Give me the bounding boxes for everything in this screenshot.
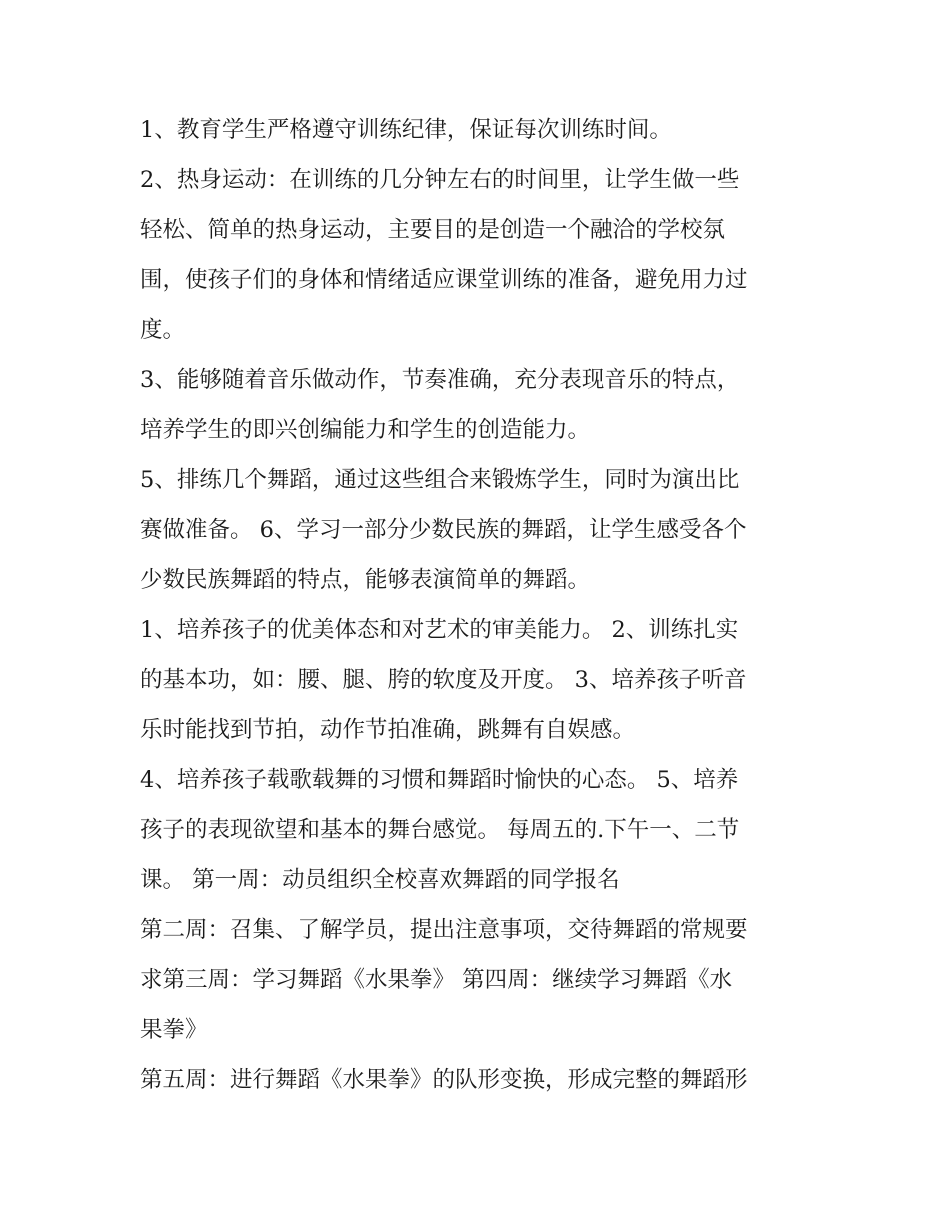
text-line: 3、能够随着音乐做动作，节奏准确，充分表现音乐的特点， — [140, 367, 740, 393]
text-line: 果拳》 — [140, 1017, 208, 1043]
text-line: 5、排练几个舞蹈，通过这些组合来锻炼学生，同时为演出比 — [140, 467, 740, 493]
text-line: 围，使孩子们的身体和情绪适应课堂训练的准备，避免用力过 — [140, 267, 748, 293]
text-line: 2、热身运动：在训练的几分钟左右的时间里，让学生做一些 — [140, 167, 740, 193]
text-line: 孩子的表现欲望和基本的舞台感觉。 每周五的.下午一、二节 — [140, 817, 740, 843]
text-line: 度。 — [140, 317, 186, 343]
text-line: 第五周：进行舞蹈《水果拳》的队形变换，形成完整的舞蹈形 — [140, 1067, 748, 1093]
text-line: 少数民族舞蹈的特点，能够表演简单的舞蹈。 — [140, 567, 591, 593]
text-line: 培养学生的即兴创编能力和学生的创造能力。 — [140, 417, 591, 443]
text-line: 1、培养孩子的优美体态和对艺术的审美能力。 2、训练扎实 — [140, 617, 739, 643]
text-line: 求第三周：学习舞蹈《水果拳》 第四周：继续学习舞蹈《水 — [140, 967, 733, 993]
text-line: 1、教育学生严格遵守训练纪律，保证每次训练时间。 — [140, 117, 672, 143]
text-line: 轻松、简单的热身运动，主要目的是创造一个融洽的学校氛 — [140, 217, 726, 243]
text-line: 课。 第一周：动员组织全校喜欢舞蹈的同学报名 — [140, 867, 620, 893]
text-line: 4、培养孩子载歌载舞的习惯和舞蹈时愉快的心态。 5、培养 — [140, 767, 739, 793]
text-line: 乐时能找到节拍，动作节拍准确，跳舞有自娱感。 — [140, 717, 636, 743]
text-line: 赛做准备。 6、学习一部分少数民族的舞蹈，让学生感受各个 — [140, 517, 747, 543]
text-line: 第二周：召集、了解学员，提出注意事项，交待舞蹈的常规要 — [140, 917, 748, 943]
text-line: 的基本功，如：腰、腿、胯的软度及开度。 3、培养孩子听音 — [140, 667, 747, 693]
